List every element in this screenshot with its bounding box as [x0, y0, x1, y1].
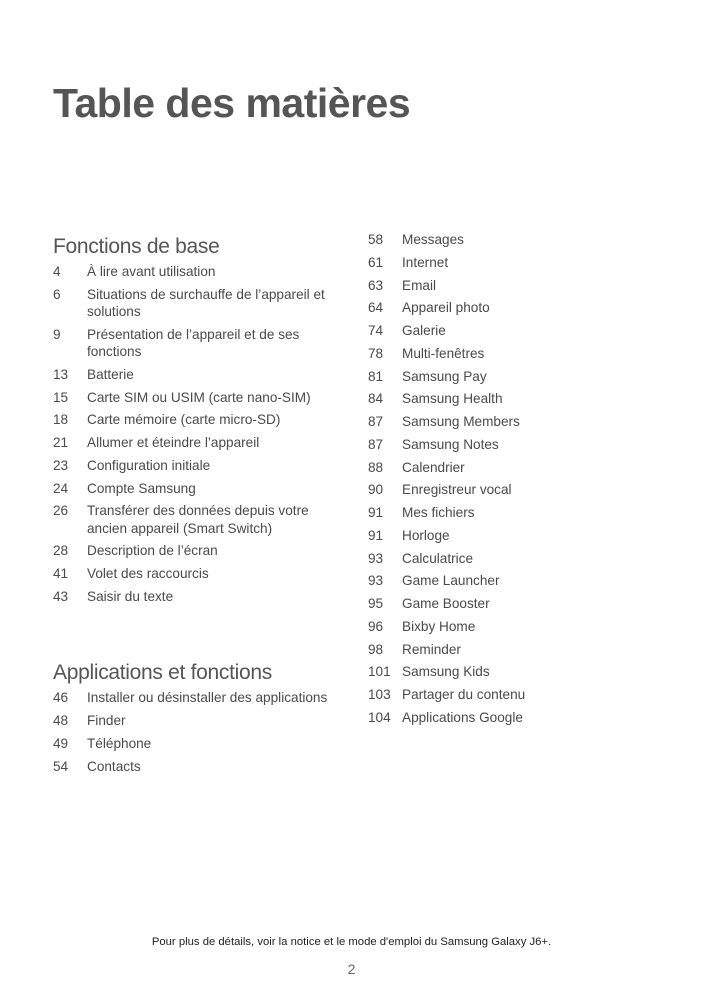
toc-entry[interactable]	[368, 618, 668, 636]
toc-entry[interactable]	[368, 413, 668, 431]
toc-page-number: 41	[53, 566, 69, 582]
toc-entry-label: Calendrier	[402, 459, 465, 475]
toc-entry-label: Samsung Members	[402, 414, 520, 429]
toc-page-number: 46	[53, 690, 69, 706]
toc-entry-label: Allumer et éteindre l’appareil	[87, 435, 260, 451]
toc-page-number: 21	[53, 435, 69, 451]
toc-page-number: 49	[53, 735, 69, 751]
section-heading-fonctions-de-base: Fonctions de base	[53, 235, 220, 258]
toc-entry[interactable]	[53, 565, 343, 583]
toc-entry[interactable]	[368, 299, 668, 317]
toc-entry[interactable]	[368, 572, 668, 590]
toc-entry-label: Transférer des données depuis votre ancien appareil (Smart Switch)	[87, 503, 309, 536]
toc-entry[interactable]	[53, 263, 343, 281]
toc-page-number: 24	[53, 480, 69, 496]
toc-entry[interactable]	[368, 641, 668, 659]
toc-entry-label: Installer ou désinstaller des applications	[87, 690, 328, 706]
toc-entry[interactable]	[368, 345, 668, 363]
toc-entry-label: Calculatrice	[402, 550, 474, 566]
toc-page-number: 84	[368, 391, 384, 407]
toc-list-applications-et-fonctions	[53, 689, 343, 775]
toc-entry-label: Présentation de l’appareil et de ses fonctions	[87, 326, 300, 360]
toc-entry[interactable]	[53, 758, 343, 776]
toc-page-number: 26	[53, 503, 69, 519]
toc-entry-label: Saisir du texte	[87, 588, 174, 604]
toc-right-column	[368, 231, 668, 732]
toc-page-number: 23	[53, 457, 69, 473]
toc-entry-label: Situations de surchauffe de l’appareil et solutions	[87, 286, 325, 320]
toc-page-number: 28	[53, 543, 69, 559]
toc-page-number: 95	[368, 596, 384, 611]
toc-entry-label: Galerie	[402, 323, 446, 338]
toc-page-number: 15	[53, 389, 69, 405]
toc-entry-label: Internet	[402, 254, 449, 270]
toc-entry[interactable]	[368, 254, 668, 272]
toc-entry-label: Contacts	[87, 758, 141, 774]
toc-entry-label: Game Booster	[402, 596, 490, 611]
toc-entry[interactable]	[368, 390, 668, 408]
toc-page-number: 90	[368, 482, 384, 498]
toc-entry-label: Samsung Pay	[402, 368, 487, 384]
toc-page-number: 91	[368, 527, 384, 543]
toc-entry[interactable]	[368, 663, 668, 681]
toc-page-number: 64	[368, 300, 384, 316]
toc-page-number: 101	[368, 664, 391, 680]
toc-entry[interactable]	[368, 709, 668, 727]
toc-entry-label: Bixby Home	[402, 618, 476, 634]
toc-entry[interactable]	[368, 436, 668, 454]
toc-page-number: 58	[368, 232, 384, 247]
toc-entry[interactable]	[53, 286, 343, 321]
toc-page-number: 88	[368, 459, 384, 475]
toc-page-number: 81	[368, 368, 384, 384]
toc-entry-label: Reminder	[402, 641, 461, 657]
toc-entry-label: Appareil photo	[402, 300, 490, 316]
page-title: Table des matières	[53, 80, 411, 126]
toc-entry-label: Partager du contenu	[402, 687, 526, 702]
toc-entry[interactable]	[53, 735, 343, 753]
toc-page-number: 96	[368, 618, 384, 634]
toc-page-number: 9	[53, 326, 61, 342]
toc-page-number: 18	[53, 412, 69, 428]
toc-page-number: 78	[368, 345, 384, 361]
toc-page-number: 98	[368, 641, 384, 657]
toc-entry-label: Volet des raccourcis	[87, 566, 209, 582]
toc-entry-label: Multi-fenêtres	[402, 345, 485, 361]
toc-entry[interactable]	[53, 411, 343, 429]
toc-page-number: 87	[368, 436, 384, 452]
toc-list-fonctions-de-base	[53, 263, 343, 605]
toc-page-number: 87	[368, 414, 384, 429]
toc-left-column	[53, 230, 343, 780]
toc-entry[interactable]	[53, 480, 343, 498]
toc-entry[interactable]	[53, 689, 343, 707]
toc-entry[interactable]	[53, 588, 343, 606]
toc-entry[interactable]	[368, 686, 668, 704]
toc-entry-label: Finder	[87, 713, 126, 729]
toc-entry[interactable]	[53, 326, 343, 361]
section-heading-applications-et-fonctions: Applications et fonctions	[53, 661, 272, 685]
toc-entry[interactable]	[53, 389, 343, 407]
toc-page-number: 61	[368, 254, 384, 270]
toc-entry[interactable]	[368, 459, 668, 477]
toc-entry-label: Téléphone	[87, 735, 152, 751]
page-number: 2	[347, 961, 356, 977]
toc-entry[interactable]	[53, 712, 343, 730]
toc-entry-label: Carte SIM ou USIM (carte nano-SIM)	[87, 389, 311, 405]
toc-entry[interactable]	[368, 595, 668, 613]
toc-entry[interactable]	[368, 527, 668, 545]
toc-entry-label: Applications Google	[402, 709, 523, 725]
toc-entry-label: Horloge	[402, 527, 450, 543]
toc-entry-label: Email	[402, 277, 436, 293]
toc-page-number: 54	[53, 758, 69, 774]
toc-page-number: 93	[368, 573, 384, 589]
toc-entry-label: Messages	[402, 232, 464, 247]
toc-page-number: 91	[368, 505, 384, 520]
toc-entry[interactable]	[53, 434, 343, 452]
toc-entry[interactable]	[53, 542, 343, 560]
toc-entry[interactable]	[368, 322, 668, 340]
toc-page-number: 74	[368, 323, 384, 338]
toc-entry-label: Samsung Health	[402, 391, 503, 407]
toc-entry-label: Configuration initiale	[87, 457, 211, 473]
toc-entry[interactable]	[368, 231, 668, 249]
toc-entry[interactable]	[53, 366, 343, 384]
toc-entry-label: Batterie	[87, 367, 134, 383]
toc-entry-label: À lire avant utilisation	[87, 264, 216, 279]
toc-page-number: 63	[368, 277, 384, 293]
toc-page-number: 43	[53, 588, 69, 604]
toc-entry[interactable]	[368, 277, 668, 295]
toc-entry-label: Game Launcher	[402, 573, 500, 589]
toc-entry-label: Mes fichiers	[402, 505, 475, 520]
toc-entry-label: Compte Samsung	[87, 480, 196, 496]
footer-note: Pour plus de détails, voir la notice et le mode d'emploi du Samsung Galaxy J6+.	[151, 936, 552, 948]
toc-list-applications-continued	[368, 231, 668, 726]
toc-entry[interactable]	[53, 502, 343, 537]
toc-page-number: 4	[53, 264, 61, 279]
toc-entry-label: Description de l’écran	[87, 543, 218, 559]
toc-page-number: 48	[53, 713, 69, 729]
toc-entry[interactable]	[368, 504, 668, 522]
toc-entry[interactable]	[368, 550, 668, 568]
toc-page-number: 104	[368, 709, 391, 725]
toc-entry-label: Carte mémoire (carte micro-SD)	[87, 412, 281, 428]
toc-page-number: 93	[368, 550, 384, 566]
toc-page-number: 13	[53, 367, 69, 383]
toc-entry-label: Samsung Kids	[402, 664, 490, 680]
toc-entry-label: Enregistreur vocal	[402, 482, 512, 498]
toc-entry[interactable]	[368, 368, 668, 386]
toc-page-number: 103	[368, 687, 391, 702]
toc-page-number: 6	[53, 286, 61, 302]
toc-entry[interactable]	[53, 457, 343, 475]
toc-entry[interactable]	[368, 481, 668, 499]
section-spacer	[53, 610, 343, 656]
toc-entry-label: Samsung Notes	[402, 436, 499, 452]
